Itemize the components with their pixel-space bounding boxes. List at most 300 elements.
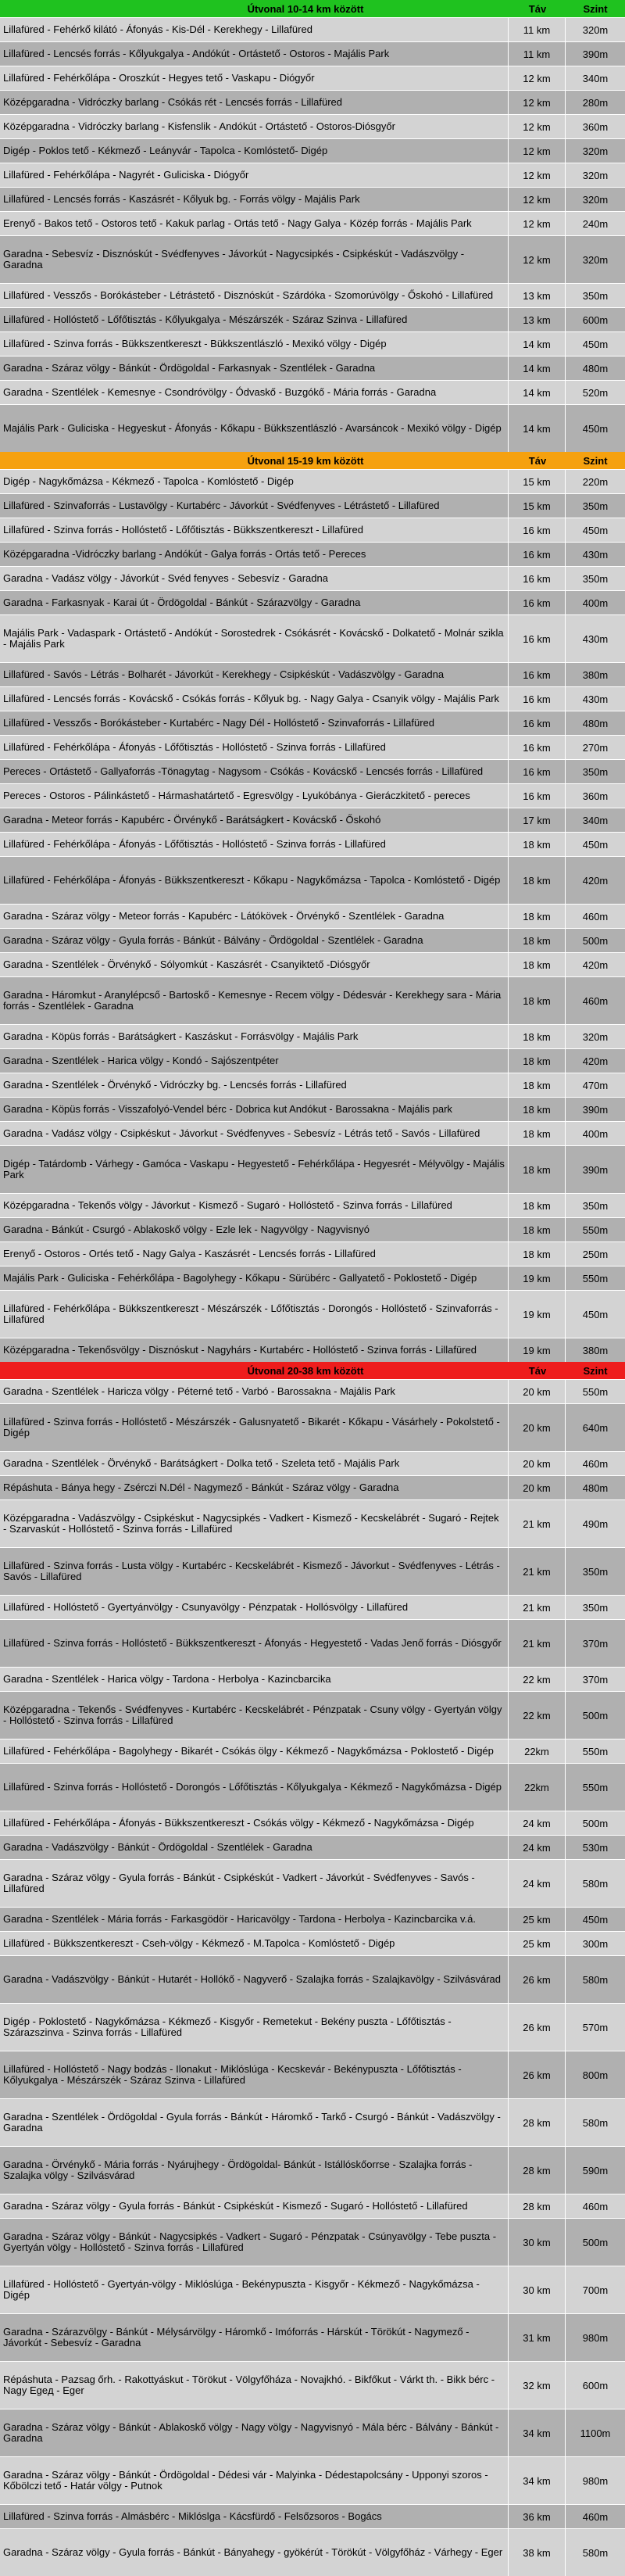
route-row [0, 1763, 625, 1811]
route-elevation: 550m [565, 1218, 625, 1241]
route-distance: 19 km [508, 1338, 565, 1362]
route-row [0, 356, 625, 380]
route-distance: 18 km [508, 905, 565, 928]
route-elevation: 980m [565, 2314, 625, 2361]
route-description: Lillafüred - Fehérkőlápa - Bükkszentkereszt - Mészárszék - Lőfőtisztás - Dorongós - Hollóstető - Szinvaforrás - Lillafüred [3, 1302, 498, 1325]
route-distance: 18 km [508, 1242, 565, 1266]
route-description: Répáshuta - Pazsag őrh. - Rakottyáskut - Törökut - Völgyfőháza - Novajkhó. - Bikfőkut - Várkt th. - Bikk bérc - Nagy Egeд - Eger [3, 2374, 495, 2396]
route-description: Garadna - Vadász völgy - Jávorkút - Svéd fenyves - Sebesvíz - Garadna [3, 572, 328, 584]
route-elevation: 550m [565, 1764, 625, 1811]
route-elevation: 470m [565, 1073, 625, 1097]
route-elevation: 400m [565, 1122, 625, 1145]
route-description: Garadna - Háromkut - Aranylépcső - Bartoskő - Kemesnye - Recem völgy - Dédesvár - Kerekhegy sara - Mária forrás - Szentlélek - Garadna [3, 989, 502, 1012]
route-distance: 18 km [508, 1049, 565, 1073]
route-elevation: 480m [565, 711, 625, 735]
route-distance: 26 km [508, 1956, 565, 2003]
route-description: Lillafüred - Szinva forrás - Hollóstető - Bükkszentkereszt - Áfonyás - Hegyestető - Vadas Jenő forrás - Diósgyőr [3, 1637, 502, 1649]
route-description: Garadna - Száraz völgy - Bánkút - Ördögoldal - Farkasnyak - Szentlélek - Garadna [3, 362, 376, 374]
route-row [0, 17, 625, 41]
route-row [0, 2146, 625, 2194]
route-elevation: 320m [565, 163, 625, 187]
route-elevation: 360m [565, 784, 625, 808]
route-distance: 24 km [508, 1836, 565, 1859]
route-row [0, 904, 625, 928]
route-distance: 38 km [508, 2529, 565, 2576]
route-row [0, 2194, 625, 2218]
distance-column-header: Táv [528, 1364, 547, 1377]
route-elevation: 700m [565, 2266, 625, 2313]
route-distance: 21 km [508, 1620, 565, 1667]
route-distance: 22 km [508, 1692, 565, 1739]
route-elevation: 450m [565, 1908, 625, 1931]
route-description: Lillafüred - Lencsés forrás - Kovácskő - Csókás forrás - Kőlyuk bg. - Nagy Galya - Csanyik völgy - Majális Park [3, 693, 500, 704]
route-distance: 25 km [508, 1932, 565, 1955]
route-description: Digép - Tatárdomb - Várhegy - Gamóca - Vaskapu - Hegyestető - Fehérkőlápa - Hegyesrét - Mélyvölgy - Majális Park [3, 1158, 505, 1181]
route-elevation: 980m [565, 2457, 625, 2504]
route-row [0, 1739, 625, 1763]
route-row [0, 1338, 625, 1362]
route-elevation: 350m [565, 567, 625, 590]
route-row [0, 2003, 625, 2051]
route-description: Garadna - Szentlélek - Harica völgy - Kondó - Sajószentpéter [3, 1055, 279, 1066]
route-elevation: 280m [565, 91, 625, 114]
route-description: Garadna - Szentlélek - Ördögoldal - Gyula forrás - Bánkút - Háromkő - Tarkő - Csurgó - Bánkút - Vadászvölgy - Garadna [3, 2111, 501, 2134]
section-title: Útvonal 15-19 km között [247, 454, 364, 467]
route-description: Lillafüred - Lencsés forrás - Kaszásrét - Kőlyuk bg. - Forrás völgy - Majális Park [3, 193, 360, 205]
route-row [0, 66, 625, 90]
route-elevation: 320m [565, 236, 625, 283]
route-row [0, 1811, 625, 1835]
route-elevation: 460m [565, 1452, 625, 1475]
route-description: Lillafüred - Szinva forrás - Hollóstető - Lőfőtisztás - Bükkszentkereszt - Lillafüred [3, 524, 363, 536]
route-description: Középgaradna - Tekenős - Svédfenyves - Kurtabérc - Kecskelábrét - Pénzpatak - Csuny völgy - Gyertyán völgy - Hollóstető - Szinva forrás - Lillafüred [3, 1704, 502, 1726]
route-distance: 19 km [508, 1267, 565, 1290]
route-distance: 18 km [508, 953, 565, 976]
route-description: Garadna - Szentlélek - Haricza völgy - Péterné tető - Varbó - Barossakna - Majális Park [3, 1385, 395, 1397]
route-row [0, 759, 625, 783]
route-distance: 12 km [508, 66, 565, 90]
route-distance: 25 km [508, 1908, 565, 1931]
route-distance: 17 km [508, 808, 565, 832]
distance-column-header: Táv [528, 2, 547, 15]
route-elevation: 480m [565, 356, 625, 380]
route-elevation: 520m [565, 381, 625, 404]
route-row [0, 832, 625, 856]
route-distance: 21 km [508, 1548, 565, 1595]
route-row [0, 856, 625, 904]
route-description: Lillafüred - Fehérkőlápa - Nagyrét - Guliciska - Diógyőr [3, 169, 249, 181]
route-description: Középgaradna - Vadászvölgy - Csipkéskut - Nagycsipkés - Vadkert - Kismező - Kecskelábrét - Sugaró - Rejtek - Szarvaskút - Hollóstető - Szinva forrás - Lillafüred [3, 1512, 499, 1535]
route-elevation: 800m [565, 2051, 625, 2098]
route-distance: 18 km [508, 857, 565, 904]
route-elevation: 320m [565, 188, 625, 211]
section-header [0, 0, 625, 17]
route-description: Pereces - Ostoros - Pálinkástető - Hármashatártető - Egresvölgy - Lyukóbánya - Gieráczkitető - pereces [3, 790, 470, 801]
route-distance: 15 km [508, 470, 565, 493]
route-distance: 15 km [508, 494, 565, 518]
route-row [0, 235, 625, 283]
route-row [0, 1290, 625, 1338]
route-distance: 13 km [508, 308, 565, 331]
route-distance: 14 km [508, 356, 565, 380]
route-elevation: 450m [565, 332, 625, 356]
elevation-column-header: Szint [583, 454, 608, 467]
route-row [0, 307, 625, 331]
elevation-column-header: Szint [583, 2, 608, 15]
route-distance: 19 km [508, 1291, 565, 1338]
route-elevation: 450m [565, 833, 625, 856]
section-header [0, 1362, 625, 1379]
route-elevation: 320m [565, 1025, 625, 1048]
route-row [0, 41, 625, 66]
route-description: Garadna - Vadász völgy - Csipkéskut - Jávorkut - Svédfenyves - Sebesvíz - Létrás tető - Savós - Lillafüred [3, 1127, 480, 1139]
route-distance: 16 km [508, 615, 565, 662]
route-elevation: 460m [565, 2194, 625, 2218]
route-row [0, 1097, 625, 1121]
route-distance: 16 km [508, 663, 565, 686]
route-elevation: 380m [565, 663, 625, 686]
route-distance: 14 km [508, 405, 565, 452]
route-distance: 34 km [508, 2457, 565, 2504]
route-description: Garadna - Száraz völgy - Gyula forrás - Bánkút - Bálvány - Ördögoldal - Szentlélek - Garadna [3, 934, 423, 946]
route-description: Garadna - Száraz völgy - Bánkút - Nagycsipkés - Vadkert - Sugaró - Pénzpatak - Csúnyavölgy - Tebe puszta - Gyertyán völgy - Hollóstető - Szinva forrás - Lillafüred [3, 2230, 497, 2253]
route-row [0, 2098, 625, 2146]
section-title: Útvonal 10-14 km között [247, 2, 364, 15]
route-description: Garadna - Szentlélek - Kemesnye - Csondróvölgy - Ódvaskő - Buzgókő - Mária forrás - Garadna [3, 386, 437, 398]
route-description: Garadna - Szentlélek - Mária forrás - Farkasgödör - Haricavölgy - Tardona - Herbolya - Kazincbarcika v.á. [3, 1913, 476, 1925]
route-elevation: 350m [565, 1194, 625, 1217]
route-description: Garadna - Meteor forrás - Kapubérc - Örvénykő - Barátságkert - Kovácskő - Őskohó [3, 814, 381, 826]
route-elevation: 350m [565, 1548, 625, 1595]
route-row [0, 518, 625, 542]
route-elevation: 320m [565, 139, 625, 163]
route-description: Lillafüred - Szinva forrás - Hollóstető - Dorongós - Lőfőtisztás - Kőlyukgalya - Kékmező - Nagykőmázsa - Digép [3, 1781, 502, 1793]
route-elevation: 430m [565, 543, 625, 566]
route-description: Lillafüred - Hollóstető - Gyertyán-völgy - Miklóslúga - Bekénypuszta - Kisgyőr - Kékmező - Nagykőmázsa - Digép [3, 2278, 480, 2301]
route-elevation: 600m [565, 2362, 625, 2409]
route-row [0, 1475, 625, 1499]
route-description: Garadna - Vadászvölgy - Bánkút - Hutarét - Hollókő - Nagyverő - Szalajka forrás - Szalajkavölgy - Szilvásvárad [3, 1973, 502, 1985]
route-distance: 32 km [508, 2362, 565, 2409]
route-section [0, 1362, 625, 2576]
route-distance: 18 km [508, 977, 565, 1024]
route-description: Garadna - Köpüs forrás - Barátságkert - Kaszáskut - Forrásvölgy - Majális Park [3, 1030, 359, 1042]
route-elevation: 400m [565, 591, 625, 614]
route-description: Garadna - Száraz völgy - Bánkút - Ördögoldal - Dédesi vár - Malyinka - Dédestapolcsány - Upponyi szoros - Kőbölczi tető - Határ völgy - Putnok [3, 2469, 488, 2492]
route-distance: 18 km [508, 1146, 565, 1193]
route-row [0, 1121, 625, 1145]
route-elevation: 370m [565, 1620, 625, 1667]
route-elevation: 240m [565, 212, 625, 235]
route-distance: 18 km [508, 929, 565, 952]
route-elevation: 530m [565, 1836, 625, 1859]
route-row [0, 2051, 625, 2098]
route-description: Lillafüred - Hollóstető - Gyertyánvölgy - Csunyavölgy - Pénzpatak - Hollósvölgy - Lillafüred [3, 1601, 409, 1613]
route-description: Digép - Poklostető - Nagykőmázsa - Kékmező - Kisgyőr - Remetekut - Bekény puszta - Lőfőtisztás - Szárazszinva - Szinva forrás - Lillafüred [3, 2015, 452, 2038]
route-description: Lillafüred - Lencsés forrás - Kőlyukgalya - Andókút - Ortástető - Ostoros - Majális Park [3, 48, 390, 59]
route-description: Lillafüred - Savós - Létrás - Bolharét - Jávorkút - Kerekhegy - Csipkéskút - Vadászvölgy - Garadna [3, 668, 445, 680]
route-description: Garadna - Szárazvölgy - Bánkút - Mélysárvölgy - Háromkő - Imóforrás - Hárskút - Törökút - Nagymező - Jávorkút - Sebesvíz - Garadna [3, 2326, 470, 2348]
route-description: Répáshuta - Bánya hegy - Zsérczi N.Dél - Nagymező - Bánkút - Száraz völgy - Garadna [3, 1481, 399, 1493]
route-elevation: 500m [565, 929, 625, 952]
route-distance: 16 km [508, 687, 565, 711]
route-elevation: 390m [565, 42, 625, 66]
route-description: Középgaradna - Vidróczky barlang - Csókás rét - Lencsés forrás - Lillafüred [3, 96, 343, 108]
route-elevation: 250m [565, 1242, 625, 1266]
route-distance: 11 km [508, 42, 565, 66]
route-distance: 28 km [508, 2147, 565, 2194]
route-row [0, 662, 625, 686]
route-distance: 18 km [508, 1122, 565, 1145]
route-elevation: 350m [565, 494, 625, 518]
route-elevation: 450m [565, 405, 625, 452]
route-row [0, 735, 625, 759]
route-distance: 30 km [508, 2219, 565, 2266]
route-description: Garadna - Szentlélek - Harica völgy - Tardona - Herbolya - Kazincbarcika [3, 1673, 331, 1685]
route-distance: 22km [508, 1739, 565, 1763]
route-row [0, 1619, 625, 1667]
route-row [0, 1547, 625, 1595]
route-distance: 18 km [508, 1073, 565, 1097]
route-distance: 18 km [508, 1218, 565, 1241]
route-description: Majális Park - Guliciska - Hegyeskut - Áfonyás - Kőkapu - Bükkszentlászló - Avarsáncok - Mexikó völgy - Digép [3, 422, 502, 434]
route-description: Garadna - Vadászvölgy - Bánkút - Ördögoldal - Szentlélek - Garadna [3, 1841, 312, 1853]
route-distance: 31 km [508, 2314, 565, 2361]
route-elevation: 460m [565, 905, 625, 928]
route-description: Középgaradna - Tekenős völgy - Jávorkut - Kismező - Sugaró - Hollóstető - Szinva forrás - Lillafüred [3, 1199, 452, 1211]
route-row [0, 138, 625, 163]
route-distance: 16 km [508, 543, 565, 566]
route-row [0, 331, 625, 356]
route-elevation: 350m [565, 760, 625, 783]
route-description: Lillafüred - Szinvaforrás - Lustavölgy - Kurtabérc - Jávorkút - Svédfenyves - Létrástető - Lillafüred [3, 500, 440, 511]
route-description: Garadna - Farkasnyak - Karai út - Ördögoldal - Bánkút - Szárazvölgy - Garadna [3, 597, 361, 608]
route-elevation: 430m [565, 687, 625, 711]
route-distance: 22km [508, 1764, 565, 1811]
route-row [0, 2266, 625, 2313]
route-distance: 26 km [508, 2004, 565, 2051]
route-description: Lillafüred - Szinva forrás - Bükkszentkereszt - Bükkszentlászló - Mexikó völgy - Digép [3, 338, 387, 349]
route-description: Középgaradna - Tekenősvölgy - Disznóskut - Nagyhárs - Kurtabérc - Hollóstető - Szinva forrás - Lillafüred [3, 1344, 477, 1356]
route-distance: 24 km [508, 1811, 565, 1835]
route-description: Digép - Nagykőmázsa - Kékmező - Tapolca - Komlóstető - Digép [3, 475, 294, 487]
route-distance: 30 km [508, 2266, 565, 2313]
route-row [0, 711, 625, 735]
route-elevation: 450m [565, 518, 625, 542]
route-distance: 20 km [508, 1380, 565, 1403]
route-elevation: 430m [565, 615, 625, 662]
route-distance: 16 km [508, 711, 565, 735]
route-distance: 12 km [508, 91, 565, 114]
route-row [0, 90, 625, 114]
route-row [0, 2528, 625, 2576]
route-description: Garadna - Száraz völgy - Meteor forrás - Kapubérc - Látókövek - Örvénykő - Szentlélek - Garadna [3, 910, 445, 922]
route-elevation: 370m [565, 1668, 625, 1691]
route-distance: 26 km [508, 2051, 565, 2098]
route-description: Majális Park - Guliciska - Fehérkőlápa - Bagolyhegy - Kőkapu - Sürübérc - Gallyatető - Poklostető - Digép [3, 1272, 477, 1284]
route-section [0, 0, 625, 452]
route-elevation: 420m [565, 953, 625, 976]
elevation-column-header: Szint [583, 1364, 608, 1377]
route-distance: 13 km [508, 284, 565, 307]
route-description: Lillafüred - Fehérkőlápa - Oroszkút - Hegyes tető - Vaskapu - Diógyőr [3, 72, 315, 84]
route-distance: 20 km [508, 1476, 565, 1499]
route-row [0, 928, 625, 952]
route-elevation: 270m [565, 736, 625, 759]
section-header [0, 452, 625, 469]
route-elevation: 490m [565, 1500, 625, 1547]
route-elevation: 350m [565, 284, 625, 307]
route-row [0, 1499, 625, 1547]
route-row [0, 2504, 625, 2528]
distance-column-header: Táv [528, 454, 547, 467]
route-distance: 14 km [508, 381, 565, 404]
route-description: Garadna - Bánkút - Csurgó - Ablakoskő völgy - Ezle lek - Nagyvölgy - Nagyvisnyó [3, 1224, 370, 1235]
route-elevation: 360m [565, 115, 625, 138]
route-elevation: 480m [565, 1476, 625, 1499]
route-row [0, 1451, 625, 1475]
route-row [0, 1907, 625, 1931]
route-description: Lillafüred - Szinva forrás - Hollóstető - Mészárszék - Galusnyatető - Bikarét - Kőkapu - Vásárhely - Pokolstető - Digép [3, 1416, 500, 1438]
route-elevation: 600m [565, 308, 625, 331]
route-distance: 16 km [508, 760, 565, 783]
route-description: Lillafüred - Vesszős - Borókásteber - Kurtabérc - Nagy Dél - Hollóstető - Szinvaforrás - Lillafüred [3, 717, 434, 729]
route-elevation: 590m [565, 2147, 625, 2194]
route-distance: 36 km [508, 2505, 565, 2528]
route-distance: 11 km [508, 18, 565, 41]
route-elevation: 380m [565, 1338, 625, 1362]
route-elevation: 340m [565, 808, 625, 832]
route-row [0, 1379, 625, 1403]
route-distance: 18 km [508, 1025, 565, 1048]
route-elevation: 460m [565, 977, 625, 1024]
route-description: Garadna - Száraz völgy - Gyula forrás - Bánkút - Bányahegy - gyökérút - Törökút - Völgyfőház - Várhegy - Eger [3, 2546, 503, 2558]
route-row [0, 1145, 625, 1193]
route-description: Lillafüred - Hollóstető - Lőfőtisztás - Kőlyukgalya - Mészárszék - Száraz Szinva - Lillafüred [3, 313, 408, 325]
route-row [0, 469, 625, 493]
route-row [0, 1595, 625, 1619]
route-row [0, 1691, 625, 1739]
route-distance: 12 km [508, 236, 565, 283]
route-elevation: 450m [565, 1291, 625, 1338]
route-row [0, 1048, 625, 1073]
route-section [0, 452, 625, 1362]
route-distance: 16 km [508, 784, 565, 808]
route-row [0, 283, 625, 307]
route-distance: 18 km [508, 1194, 565, 1217]
route-distance: 12 km [508, 139, 565, 163]
route-elevation: 320m [565, 18, 625, 41]
route-description: Lillafüred - Bükkszentkereszt - Cseh-völgy - Kékmező - M.Tapolca - Komlóstető - Digép [3, 1937, 395, 1949]
route-distance: 18 km [508, 833, 565, 856]
route-elevation: 580m [565, 2529, 625, 2576]
route-description: Középgaradna - Vidróczky barlang - Kisfenslik - Andókút - Ortástető - Ostoros-Diósgyőr [3, 120, 395, 132]
route-row [0, 952, 625, 976]
route-row [0, 187, 625, 211]
route-row [0, 2456, 625, 2504]
route-description: Garadna - Száraz völgy - Gyula forrás - Bánkút - Csipkéskút - Vadkert - Jávorkút - Svédfenyves - Savós - Lillafüred [3, 1872, 475, 1894]
route-row [0, 1073, 625, 1097]
route-row [0, 1859, 625, 1907]
route-row [0, 2218, 625, 2266]
route-elevation: 580m [565, 1860, 625, 1907]
route-row [0, 542, 625, 566]
route-row [0, 114, 625, 138]
route-elevation: 640m [565, 1404, 625, 1451]
route-distance: 16 km [508, 567, 565, 590]
route-description: Lillafüred - Szinva forrás - Lusta völgy - Kurtabérc - Kecskelábrét - Kismező - Jávorkut - Svédfenyves - Létrás - Savós - Lillafüred [3, 1560, 500, 1582]
route-distance: 28 km [508, 2194, 565, 2218]
route-distance: 12 km [508, 163, 565, 187]
route-row [0, 1024, 625, 1048]
route-row [0, 380, 625, 404]
route-row [0, 1667, 625, 1691]
route-elevation: 550m [565, 1380, 625, 1403]
route-row [0, 2409, 625, 2456]
route-description: Középgaradna -Vidróczky barlang - Andókút - Galya forrás - Ortás tető - Pereces [3, 548, 366, 560]
route-row [0, 686, 625, 711]
route-row [0, 404, 625, 452]
route-description: Garadna - Sebesvíz - Disznóskút - Svédfenyves - Jávorkút - Nagycsipkés - Csipkéskút - Vadászvölgy - Garadna [3, 248, 465, 270]
route-description: Lillafüred - Fehérkőlápa - Bagolyhegy - Bikarét - Csókás ölgy - Kékmező - Nagykőmázsa - Poklostető - Digép [3, 1745, 494, 1757]
route-elevation: 580m [565, 1956, 625, 2003]
route-row [0, 1193, 625, 1217]
route-distance: 12 km [508, 115, 565, 138]
route-elevation: 500m [565, 1811, 625, 1835]
route-description: Lillafüred - Vesszős - Borókásteber - Létrástető - Disznóskút - Szárdóka - Szomorúvölgy - Őskohó - Lillafüred [3, 289, 494, 301]
route-distance: 18 km [508, 1098, 565, 1121]
route-description: Lillafüred - Fehérkő kilátó - Áfonyás - Kis-Dél - Kerekhegy - Lillafüred [3, 23, 312, 35]
route-elevation: 580m [565, 2099, 625, 2146]
route-description: Garadna - Köpüs forrás - Visszafolyó-Vendel bérc - Dobrica kut Andókut - Barossakna - Majális park [3, 1103, 452, 1115]
route-row [0, 566, 625, 590]
route-description: Garadna - Szentlélek - Örvénykő - Sólyomkút - Kaszásrét - Csanyiktető -Diósgyőr [3, 958, 370, 970]
route-elevation: 500m [565, 1692, 625, 1739]
route-row [0, 493, 625, 518]
route-distance: 12 km [508, 188, 565, 211]
route-elevation: 420m [565, 857, 625, 904]
section-title: Útvonal 20-38 km között [247, 1364, 364, 1377]
route-row [0, 1266, 625, 1290]
route-distance: 24 km [508, 1860, 565, 1907]
route-description: Garadna - Szentlélek - Örvénykő - Barátságkert - Dolka tető - Szeleta tető - Majális Park [3, 1457, 400, 1469]
route-description: Lillafüred - Fehérkőlápa - Áfonyás - Bükkszentkereszt - Csókás völgy - Kékmező - Nagykőmázsa - Digép [3, 1817, 474, 1829]
route-elevation: 420m [565, 1049, 625, 1073]
route-description: Erenyő - Bakos tető - Ostoros tető - Kakuk parlag - Ortás tető - Nagy Galya - Közép forrás - Majális Park [3, 217, 472, 229]
route-elevation: 500m [565, 2219, 625, 2266]
route-description: Garadna - Szentlélek - Örvénykő - Vidróczky bg. - Lencsés forrás - Lillafüred [3, 1079, 347, 1091]
route-distance: 16 km [508, 736, 565, 759]
route-elevation: 550m [565, 1739, 625, 1763]
route-description: Garadna - Száraz völgy - Gyula forrás - Bánkút - Csipkéskút - Kismező - Sugaró - Hollóstető - Lillafüred [3, 2200, 468, 2212]
route-row [0, 590, 625, 614]
route-elevation: 220m [565, 470, 625, 493]
route-description: Garadna - Örvénykő - Mária forrás - Nyárujhegy - Ördögoldal- Bánkút - Istállóskőorrse - Szalajka forrás - Szalajka völgy - Szilvásvárad [3, 2159, 473, 2181]
route-description: Digép - Poklos tető - Kékmező - Leányvár - Tapolca - Komlóstető- Digép [3, 145, 328, 156]
route-description: Majális Park - Vadaspark - Ortástető - Andókút - Sorostedrek - Csókásrét - Kovácskő - Dolkatető - Molnár szikla - Majális Park [3, 627, 504, 650]
route-description: Pereces - Ortástető - Gallyaforrás -Tönagytag - Nagysom - Csókás - Kovácskő - Lencsés forrás - Lillafüred [3, 765, 484, 777]
route-row [0, 1955, 625, 2003]
route-row [0, 1931, 625, 1955]
route-elevation: 350m [565, 1596, 625, 1619]
route-row [0, 1403, 625, 1451]
route-distance: 14 km [508, 332, 565, 356]
route-distance: 34 km [508, 2409, 565, 2456]
route-description: Lillafüred - Szinva forrás - Almásbérc - Miklóslga - Kácsfürdő - Felsőzsoros - Bogács [3, 2510, 382, 2522]
route-distance: 20 km [508, 1404, 565, 1451]
route-description: Lillafüred - Fehérkőlápa - Áfonyás - Lőfőtisztás - Hollóstető - Szinva forrás - Lillafüred [3, 741, 386, 753]
route-elevation: 460m [565, 2505, 625, 2528]
